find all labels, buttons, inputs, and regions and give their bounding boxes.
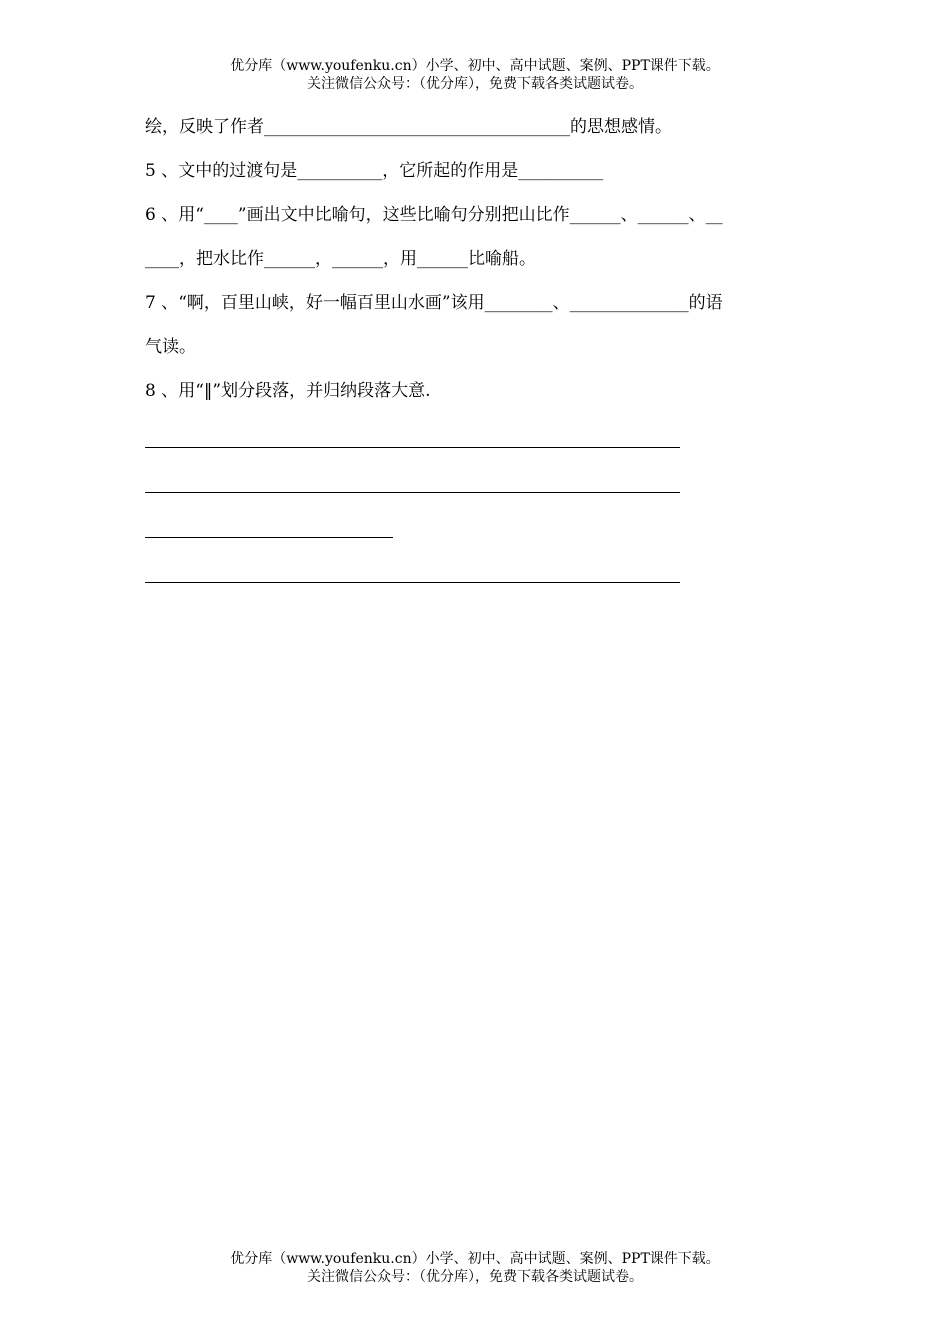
footer-line-2: 关注微信公众号：（优分库），免费下载各类试题试卷。 (307, 1269, 643, 1285)
footer-line-1: 优分库（www.youfenku.cn）小学、初中、高中试题、案例、PPT课件下载。 (230, 1251, 720, 1267)
header-line-1: 优分库（www.youfenku.cn）小学、初中、高中试题、案例、PPT课件下载。 (230, 58, 720, 74)
answer-line (145, 420, 680, 448)
answer-line (145, 510, 393, 538)
question-6-line-2: ____，把水比作______，______，用______比喻船。 (145, 249, 536, 269)
answer-line (145, 555, 680, 583)
worksheet-content (145, 112, 805, 600)
question-6-line-1: 6 、用“____”画出文中比喻句，这些比喻句分别把山比作______、______、__ (145, 205, 723, 225)
question-8: 8 、用“‖”划分段落，并归纳段落大意. (145, 381, 431, 401)
answer-line (145, 465, 680, 493)
question-7-line-2: 气读。 (145, 337, 196, 357)
header-line-2: 关注微信公众号：（优分库），免费下载各类试题试卷。 (307, 76, 643, 92)
page-footer (0, 1250, 950, 1286)
question-4-continuation: 绘，反映了作者____________________________________的思想感情。 (145, 117, 672, 137)
question-5: 5 、文中的过渡句是__________，它所起的作用是__________ (145, 161, 604, 181)
page-header (0, 57, 950, 93)
question-7-line-1: 7 、“啊，百里山峡，好一幅百里山水画”该用________、______________的语 (145, 293, 723, 313)
